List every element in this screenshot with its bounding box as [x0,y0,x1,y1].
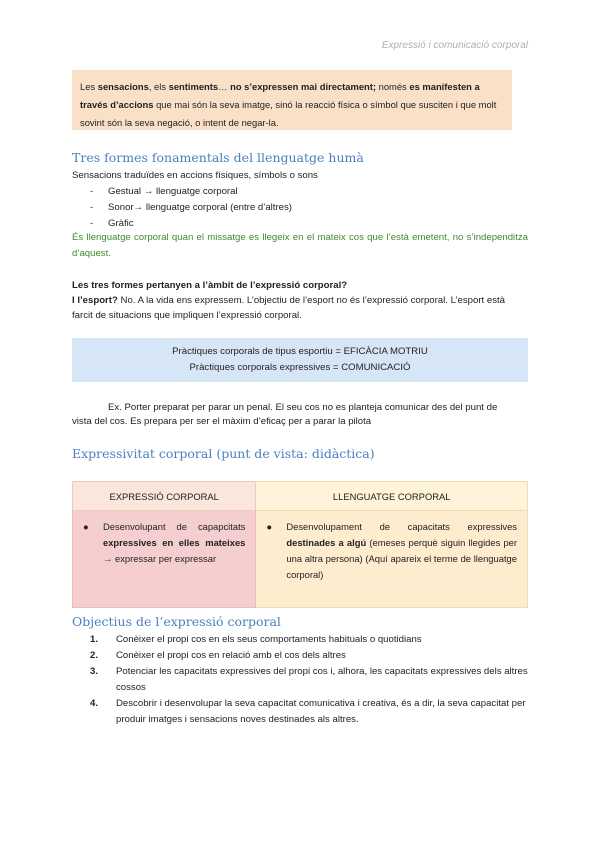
section-title-objectius: Objectius de l’expressió corporal [72,614,281,629]
callout-text: només [376,81,410,92]
dash-marker: - [90,202,94,213]
col-header-llenguatge: LLENGUATGE CORPORAL [256,482,528,511]
list-item [72,632,528,648]
list-item-text: Descobrir i desenvolupar la seva capacitat comunicativa i creativa, és a dir, la seva capacitat per produir imatges i sensacions noves destinades als altres. [116,698,526,725]
table-row [73,511,528,608]
highlight-callout [72,70,512,130]
objectives-list [72,632,528,728]
bullet-text [103,519,245,567]
section-title-forms: Tres formes fonamentals del llenguatge humà [72,150,364,165]
list-item-text: Conèixer el propi cos en relació amb el cos dels altres [116,650,346,661]
question: Les tres formes pertanyen a l’àmbit de l’expressió corporal? [72,280,348,291]
callout-text: , els [148,81,169,92]
list-number: 2. [90,650,99,661]
dash-marker: - [90,218,94,229]
bullet-icon: ● [83,521,89,532]
bullet-item [266,519,517,583]
section-title-expressivitat: Expressivitat corporal (punt de vista: didàctica) [72,446,375,461]
list-item [90,184,292,200]
bullet-icon: ● [266,521,273,532]
forms-list [90,184,292,232]
callout-text: … [218,81,231,92]
answer-bold: I l’esport? [72,295,118,306]
practices-box [72,338,528,382]
answer-line-2: farcit de situacions que impliquen l’expressió corporal. [72,310,302,321]
example-line-2: vista del cos. Es prepara per ser el màxim d’eficaç per a parar la pilota [72,416,372,427]
green-note: És llenguatge corporal quan el missatge es llegeix en el mateix cos que l’està emetent, no s’independitza d’aquest. [72,232,528,259]
callout-text: que mai són la seva imatge, sinó la reacció física o símbol que susciten i que molt sovint són la seva negació, o intent de negar-la. [80,99,497,128]
list-number: 1. [90,634,99,645]
list-number: 3. [90,666,99,677]
col-header-expressio: EXPRESSIÓ CORPORAL [73,482,256,511]
list-item [90,200,292,216]
forms-intro: Sensacions traduïdes en accions físiques, símbols o sons [72,170,318,181]
bullet-item [83,519,245,567]
list-item-text: Conèixer el propi cos en els seus comportaments habituals o quotidians [116,634,422,645]
dash-marker: - [90,186,94,197]
bullet-text-part: → expressar per expressar [103,553,217,564]
practices-line-2: Pràctiques corporals expressives = COMUNICACIÓ [189,362,411,373]
comparison-table [72,481,528,608]
list-item [72,664,528,696]
list-item [72,696,528,728]
callout-text: Les [80,81,98,92]
list-item-text: Sonor→ llenguatge corporal (entre d’altres) [108,202,292,213]
cell-expressio [73,511,256,608]
table-header-row [73,482,528,511]
callout-bold: no s’expressen mai directament; [230,81,376,92]
bullet-text [286,519,517,583]
cell-llenguatge [256,511,528,608]
example-line-1: Ex. Porter preparat per parar un penal. El seu cos no es planteja comunicar des del punt de [108,402,498,413]
callout-bold: sentiments [168,81,219,92]
bullet-text-bold: expressives en elles mateixes [103,537,246,548]
bullet-text-part: (emeses perquè siguin llegides per una altra persona) (Aquí apareix el terme de llenguatge corporal) [286,537,518,580]
callout-bold: sensacions [97,81,149,92]
list-item-text: Gestual → llenguatge corporal [108,186,238,197]
list-item-text: Gràfic [108,218,134,229]
bullet-text-part: Desenvolupament de capacitats expressives [286,521,517,532]
bullet-text-part: Desenvolupant de capapcitats [103,521,246,532]
answer-text: No. A la vida ens expressem. L’objectiu de l’esport no és l’expressió corporal. L’esport està [117,295,506,306]
list-item-text: Potenciar les capacitats expressives del propi cos i, alhora, les capacitats expressives dels altres cossos [116,666,528,693]
callout-bold: es manifesten a través d’accions [80,81,480,110]
page-header: Expressió i comunicació corporal [381,40,528,51]
answer-line-1 [72,293,528,309]
practices-line-1: Pràctiques corporals de tipus esportiu = EFICÀCIA MOTRIU [172,346,428,357]
bullet-text-bold: destinades a algú [286,537,367,548]
list-number: 4. [90,698,99,709]
list-item [72,648,528,664]
